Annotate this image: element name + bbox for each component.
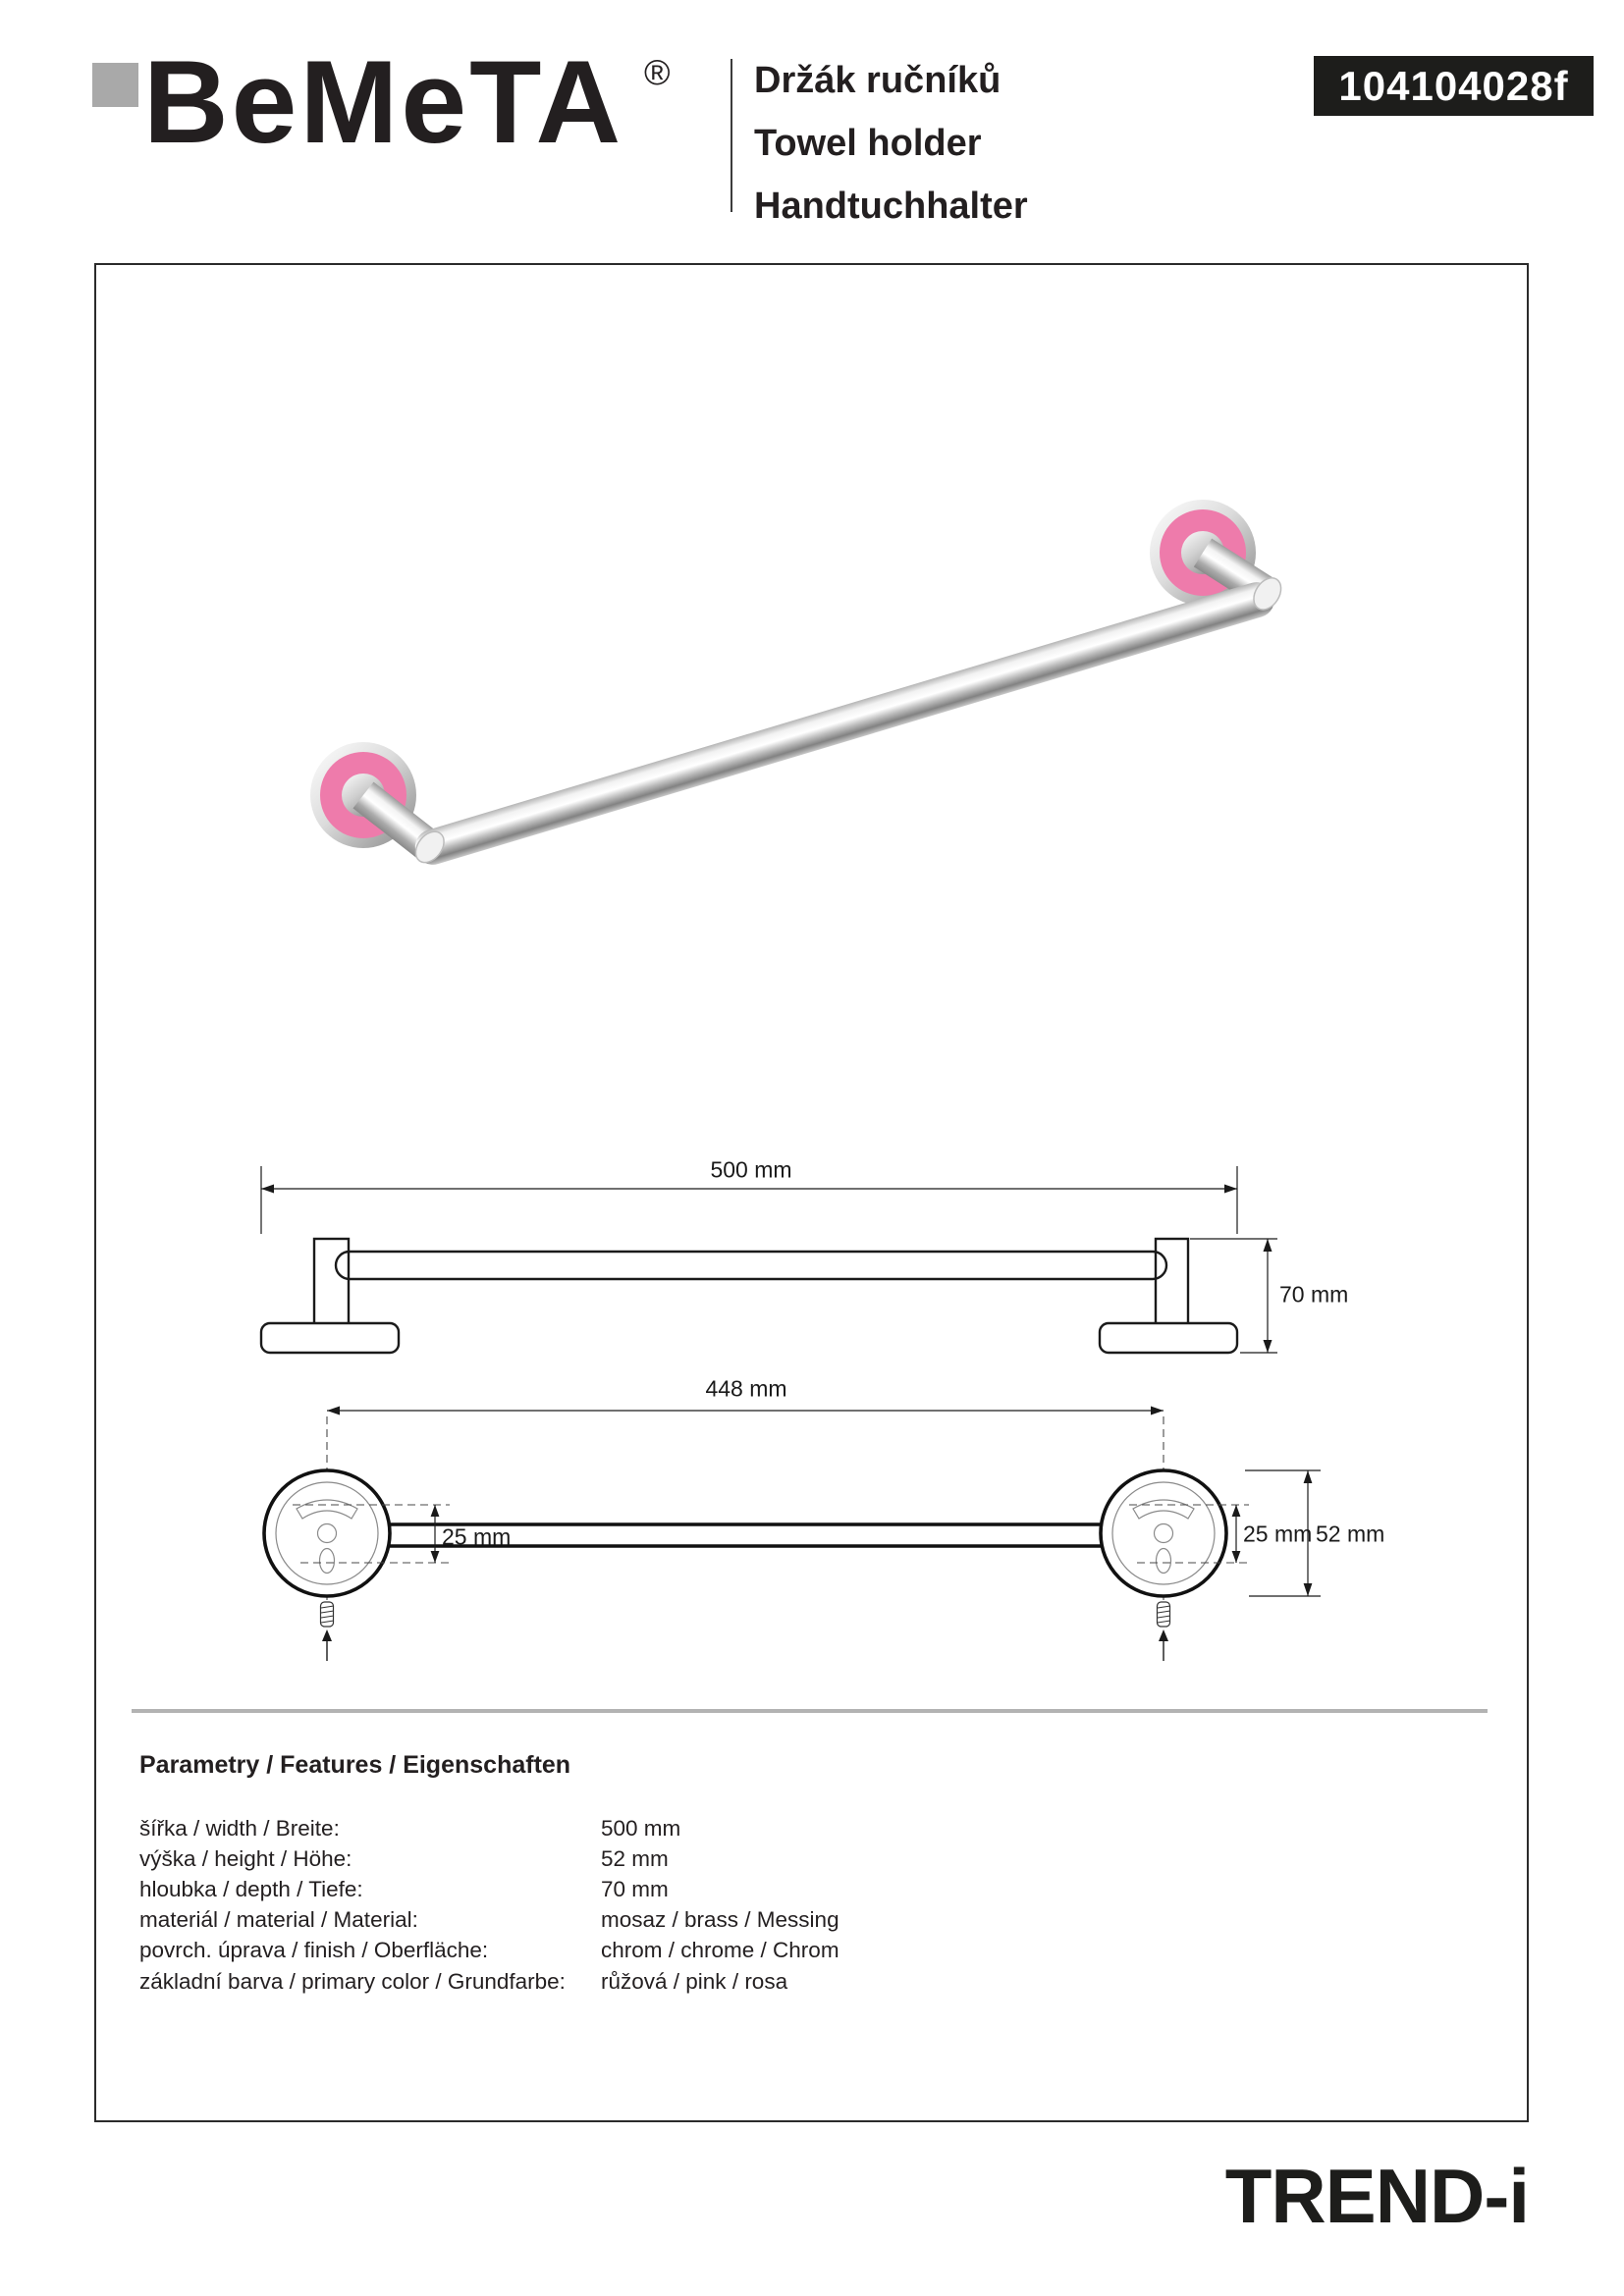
- product-title-en: Towel holder: [754, 123, 982, 164]
- front-depth-dim-label: 70 mm: [1279, 1281, 1349, 1308]
- product-title-cs: Držák ručníků: [754, 60, 1001, 101]
- specs-table: [139, 1813, 839, 1997]
- brand-logo-square: [92, 63, 138, 107]
- product-code: 104104028f: [1338, 62, 1569, 109]
- product-title-de: Handtuchhalter: [754, 186, 1028, 227]
- brand-logo-text: BeMeTA: [143, 36, 624, 168]
- spec-value: chrom / chrome / Chrom: [601, 1938, 839, 1963]
- section-separator: [132, 1709, 1488, 1713]
- top-bar-dim-label-left: 25 mm: [442, 1523, 512, 1550]
- spec-value: růžová / pink / rosa: [601, 1968, 788, 1994]
- spec-label: materiál / material / Material:: [139, 1907, 418, 1933]
- top-span-dim-label: 448 mm: [705, 1375, 787, 1402]
- product-code-badge: [1314, 56, 1594, 116]
- top-bar-dim-label-right: 25 mm: [1243, 1521, 1313, 1547]
- spec-row-finish: [139, 1936, 839, 1966]
- specs-heading: Parametry / Features / Eigenschaften: [139, 1751, 571, 1779]
- spec-row-color: [139, 1966, 839, 1997]
- spec-label: hloubka / depth / Tiefe:: [139, 1876, 363, 1901]
- product-title-block: [754, 49, 1028, 238]
- front-width-dim-label: 500 mm: [710, 1156, 792, 1183]
- spec-row-material: [139, 1905, 839, 1936]
- header-divider: [731, 59, 732, 212]
- spec-value: mosaz / brass / Messing: [601, 1907, 839, 1933]
- spec-value: 70 mm: [601, 1876, 669, 1901]
- series-name: TREND-i: [1224, 2153, 1529, 2239]
- spec-label: povrch. úprava / finish / Oberfläche:: [139, 1938, 489, 1963]
- spec-value: 500 mm: [601, 1815, 681, 1841]
- registered-trademark-icon: ®: [644, 52, 671, 92]
- top-plate-dim-label: 52 mm: [1316, 1521, 1385, 1547]
- spec-label: základní barva / primary color / Grundfarbe:: [139, 1968, 566, 1994]
- spec-label: šířka / width / Breite:: [139, 1815, 340, 1841]
- spec-label: výška / height / Höhe:: [139, 1845, 352, 1871]
- spec-row-height: [139, 1843, 839, 1874]
- spec-row-width: [139, 1813, 839, 1843]
- spec-value: 52 mm: [601, 1845, 669, 1871]
- spec-row-depth: [139, 1874, 839, 1904]
